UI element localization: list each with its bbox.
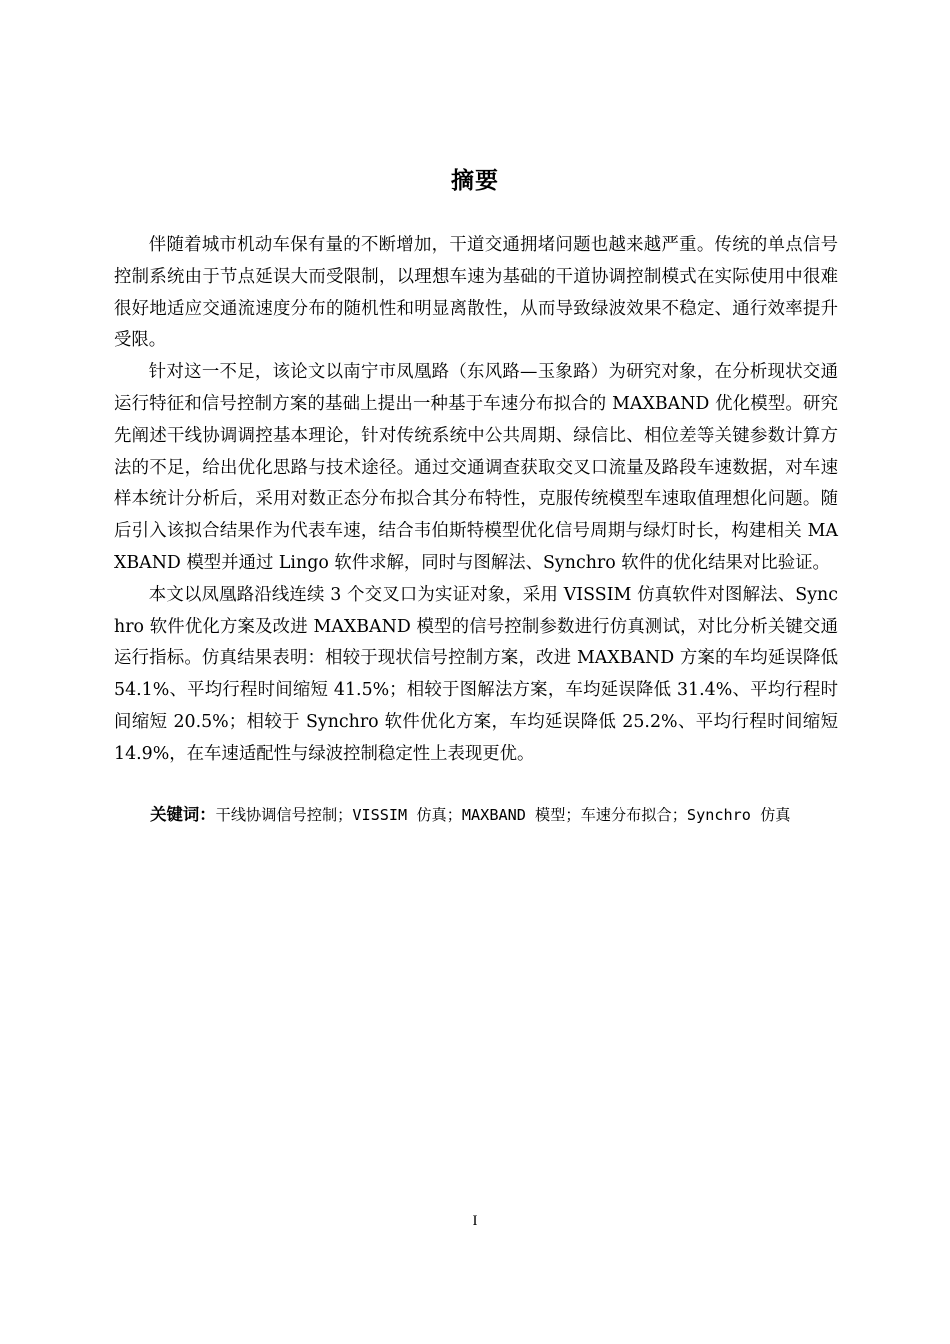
abstract-paragraph-1: 伴随着城市机动车保有量的不断增加，干道交通拥堵问题也越来越严重。传统的单点信号控制系统由于节点延误大而受限制，以理想车速为基础的干道协调控制模式在实际使用中很难很好地适应交通流速度分布的随机性和明显离散性，从而导致绿波效果不稳定、通行效率提升受限。 bbox=[114, 235, 838, 351]
page-number: I bbox=[472, 1213, 478, 1229]
abstract-title: 摘要 bbox=[451, 168, 499, 194]
abstract-paragraph-3: 本文以凤凰路沿线连续 3 个交叉口为实证对象，采用 VISSIM 仿真软件对图解法、Synchro 软件优化方案及改进 MAXBAND 模型的信号控制参数进行仿真测试，对比分析关键交通运行指标。仿真结果表明：相较于现状信号控制方案，改进 MAXBAND 方案的车均延误降低 54.1%、平均行程时间缩短 41.5%；相较于图解法方案，车均延误降低 31.4%、平均行程时间缩短 20.5%；相较于 Synchro 软件优化方案，车均延误降低 25.2%、平均行程时间缩短 14.9%，在车速适配性与绿波控制稳定性上表现更优。 bbox=[114, 584, 838, 764]
abstract-paragraph-2: 针对这一不足，该论文以南宁市凤凰路（东风路—玉象路）为研究对象，在分析现状交通运行特征和信号控制方案的基础上提出一种基于车速分布拟合的 MAXBAND 优化模型。研究先阐述干线协调调控基本理论，针对传统系统中公共周期、绿信比、相位差等关键参数计算方法的不足，给出优化思路与技术途径。通过交通调查获取交叉口流量及路段车速数据，对车速样本统计分析后，采用对数正态分布拟合其分布特性，克服传统模型车速取值理想化问题。随后引入该拟合结果作为代表车速，结合韦伯斯特模型优化信号周期与绿灯时长，构建相关 MAXBAND 模型并通过 Lingo 软件求解，同时与图解法、Synchro 软件的优化结果对比验证。 bbox=[114, 362, 838, 573]
abstract-body bbox=[114, 230, 838, 848]
keywords-line bbox=[114, 799, 838, 832]
keywords-text: 干线协调信号控制；VISSIM 仿真；MAXBAND 模型；车速分布拟合；Synchro 仿真 bbox=[215, 805, 791, 824]
keywords-label: 关键词： bbox=[150, 804, 216, 824]
